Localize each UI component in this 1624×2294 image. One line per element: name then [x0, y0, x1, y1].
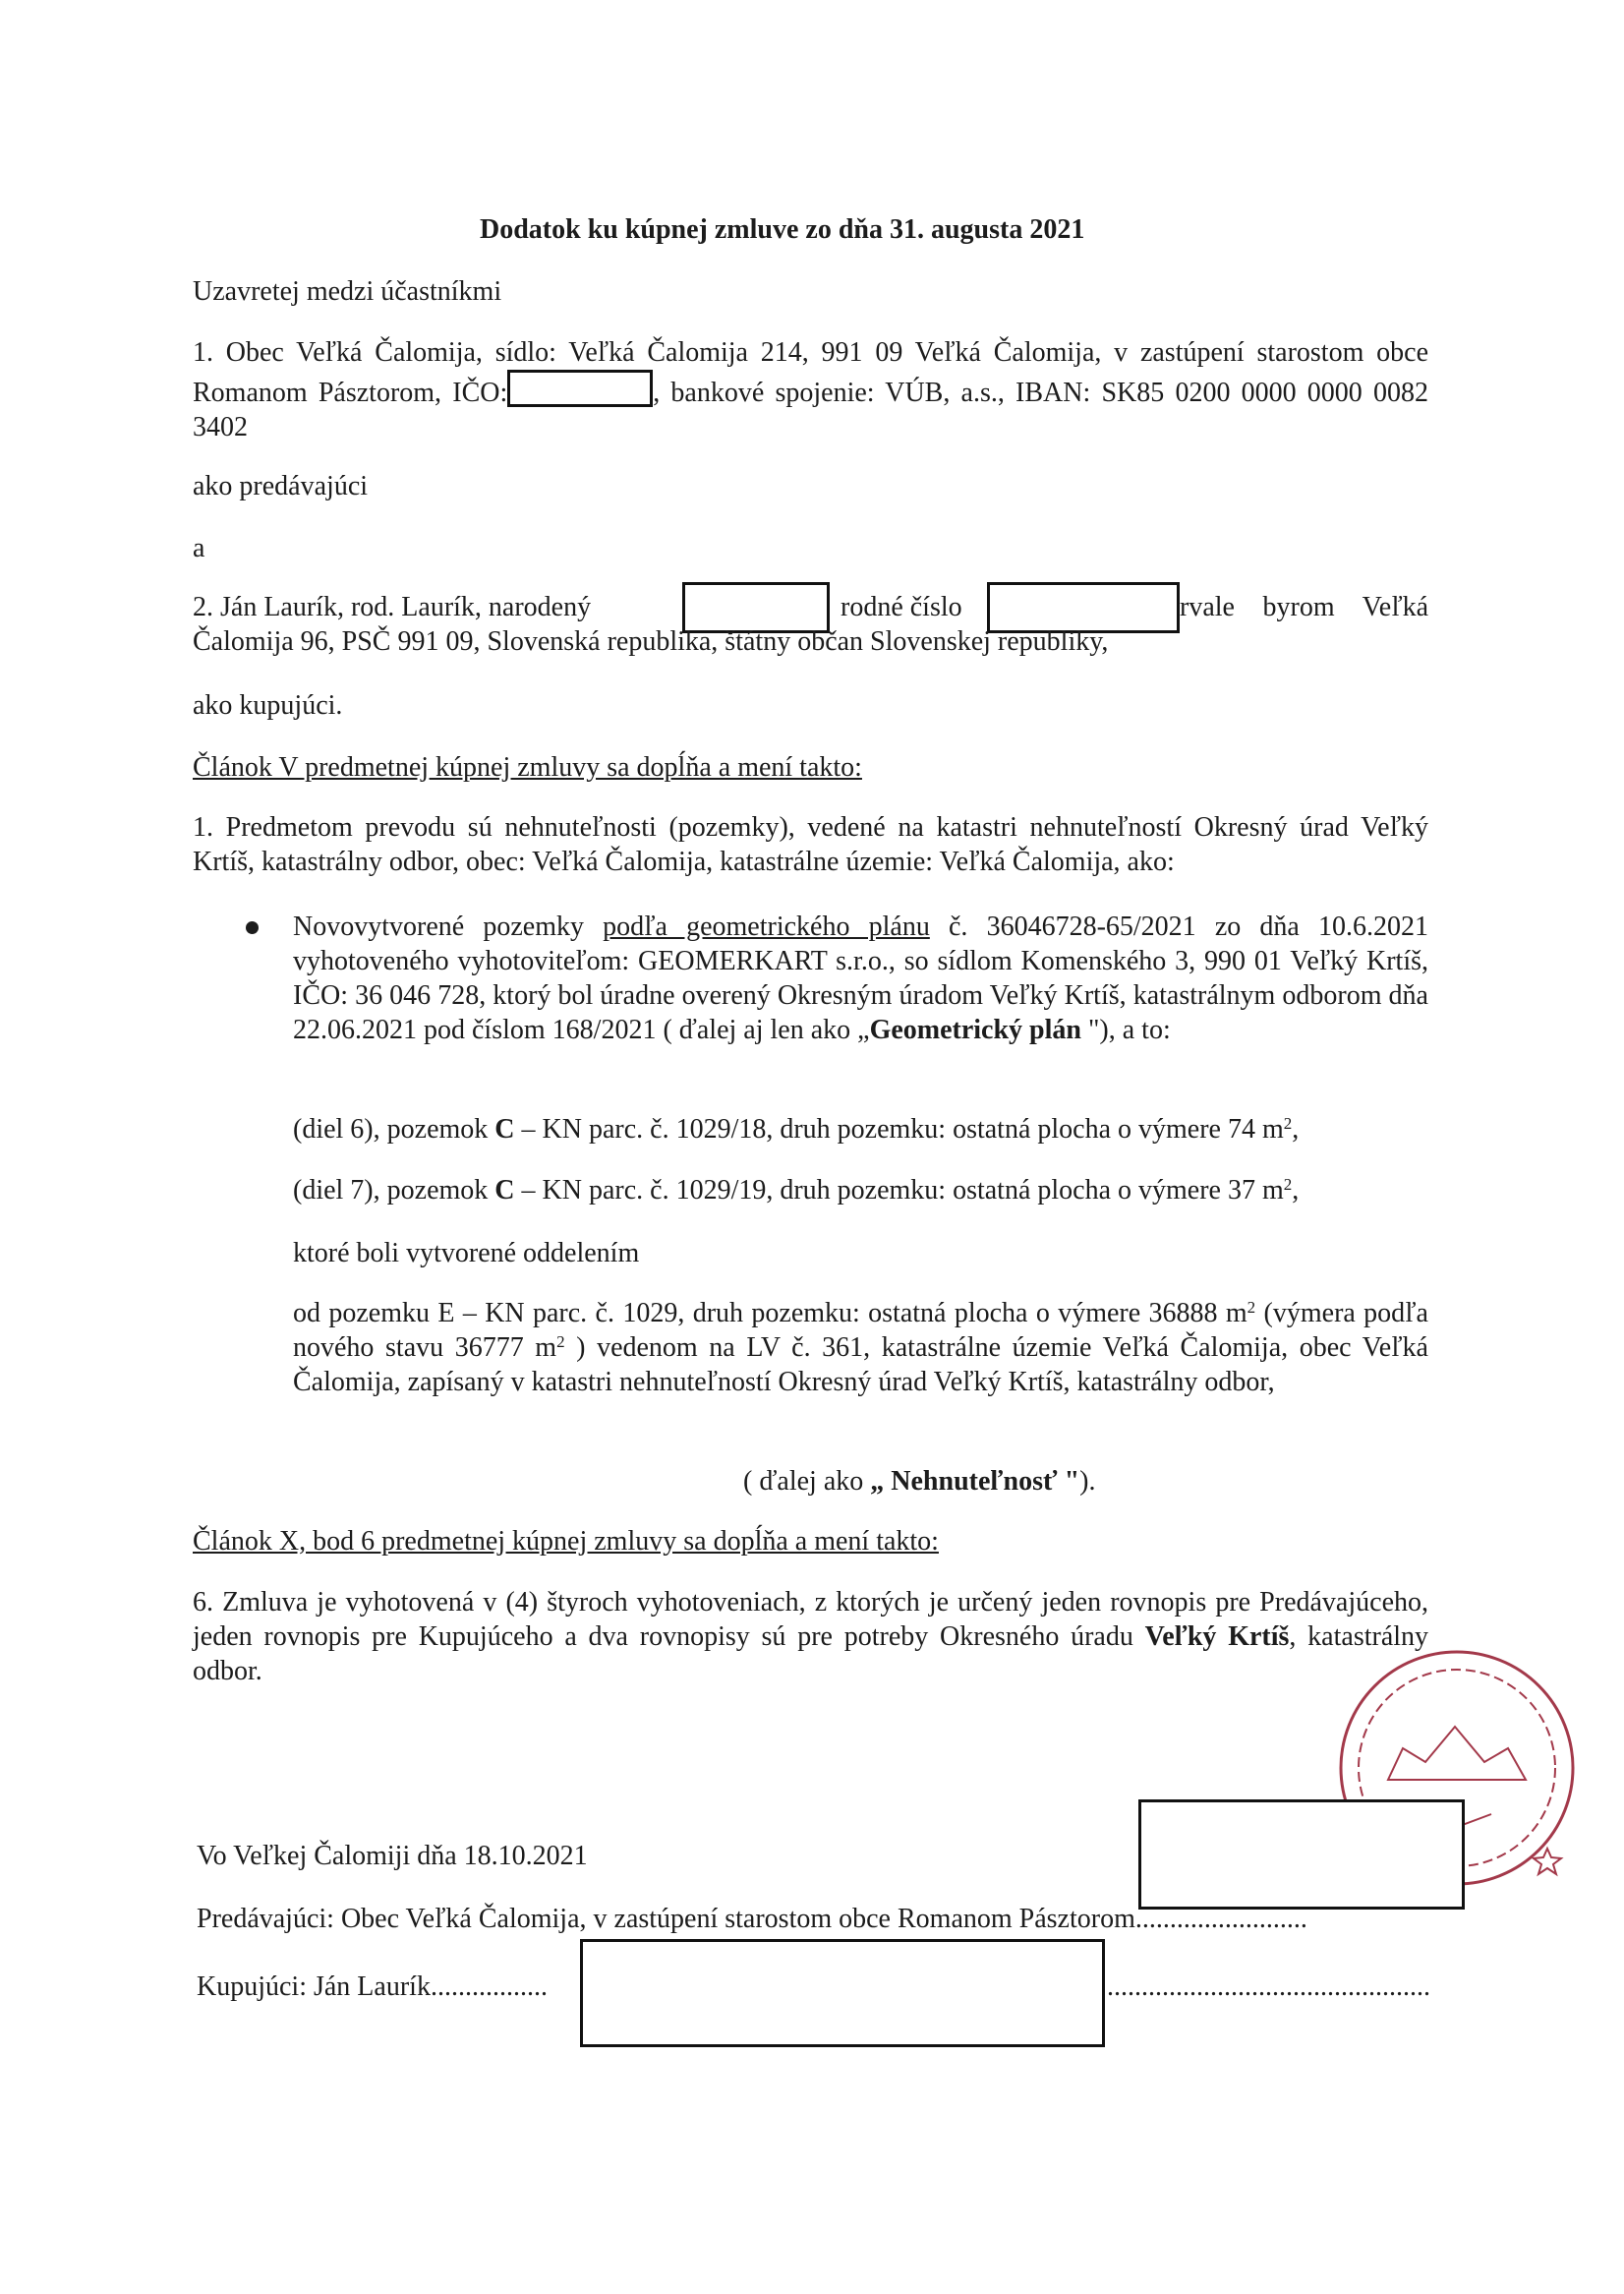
gp-text-b: č. 36046728-65/2021 zo dňa 10.6.2021 vyhotoveného vyhotoviteľom: GEOMERKART s.r.o., so sídlom Komenského 3, 990 01 Veľký Krtíš, IČO: 36 046 728, ktorý bol úradne overený Okresným úradom Veľký Krtíš, katastrálnym odborom dňa 22.06.2021 pod číslom 168/2021 ( ďalej aj len ako „	[293, 912, 1429, 1045]
parcel-1-text-a: (diel 6), pozemok	[293, 1114, 489, 1145]
origin-sup-1: 2	[1247, 1298, 1256, 1317]
parcel-2-type: C	[494, 1175, 515, 1206]
parcel-1029-19	[293, 1173, 1299, 1207]
created-by-division: ktoré boli vytvorené oddelením	[293, 1238, 640, 1268]
gp-text-c: "), a to:	[1087, 1015, 1171, 1045]
parcel-2-text-a: (diel 7), pozemok	[293, 1175, 489, 1206]
hereinafter-bold: „ Nehnuteľnosť "	[870, 1466, 1080, 1497]
bullet-marker	[246, 921, 259, 934]
hereinafter-property	[743, 1464, 1095, 1499]
redacted-ico	[507, 370, 653, 407]
redacted-buyer-signature	[580, 1939, 1105, 2047]
parcel-1-sup: 2	[1283, 1114, 1293, 1133]
parcel-2-sup: 2	[1283, 1175, 1293, 1194]
article-5-heading: Článok V predmetnej kúpnej zmluvy sa dopĺňa a mení takto:	[193, 752, 862, 783]
party-2-rodne-cislo-label: rodné číslo	[841, 592, 962, 622]
article-10-text-b: , katastrálny odbor.	[193, 1621, 1429, 1686]
parcel-2-text-c: ,	[1292, 1175, 1300, 1206]
party-1-paragraph	[193, 335, 1428, 444]
intro-text: Uzavretej medzi účastníkmi	[193, 276, 502, 307]
party-1-text-b: , bankové spojenie: VÚB, a.s., IBAN: SK85 0200 0000 0000 0082 3402	[193, 378, 1428, 442]
redacted-seller-signature	[1138, 1799, 1465, 1910]
article-5-paragraph: 1. Predmetom prevodu sú nehnuteľnosti (pozemky), vedené na katastri nehnuteľností Okresný úrad Veľký Krtíš, katastrálny odbor, obec: Veľká Čalomija, katastrálne územie: Veľká Čalomija, ako:	[193, 812, 1428, 877]
parcel-1029-18	[293, 1112, 1299, 1147]
origin-parcel-paragraph	[293, 1296, 1428, 1399]
article-10-text-a: 6. Zmluva je vyhotovená v (4) štyroch vyhotoveniach, z ktorých je určený jeden rovnopis pre Predávajúceho, jeden rovnopis pre Kupujúceho a dva rovnopisy sú pre potreby Okresného úradu	[193, 1587, 1428, 1652]
article-10-paragraph	[193, 1585, 1428, 1688]
gp-text-underlined: podľa geometrického plánu	[603, 912, 930, 942]
buyer-signature-label: Kupujúci: Ján Laurík.................	[197, 1971, 548, 2002]
document-title: Dodatok ku kúpnej zmluve zo dňa 31. augusta 2021	[480, 214, 1085, 245]
parcel-1-text-c: ,	[1292, 1114, 1300, 1145]
article-10-heading: Článok X, bod 6 predmetnej kúpnej zmluvy sa dopĺňa a mení takto:	[193, 1526, 939, 1557]
hereinafter-text-b: ).	[1079, 1466, 1096, 1497]
origin-text-c: ) vedenom na LV č. 361, katastrálne územie Veľká Čalomija, obec Veľká Čalomija, zapísaný v katastri nehnuteľností Okresný úrad Veľký Krtíš, katastrálny odbor,	[293, 1332, 1428, 1397]
article-10-bold: Veľký Krtíš	[1144, 1621, 1290, 1652]
seller-role: ako predávajúci	[193, 471, 369, 501]
party-1-text-a: 1. Obec Veľká Čalomija, sídlo: Veľká Čalomija 214, 991 09 Veľká Čalomija, v zastúpení starostom obce Romanom Pásztorom, IČO:	[193, 337, 1428, 408]
origin-text-b: (výmera podľa nového stavu 36777 m	[293, 1298, 1428, 1363]
parcel-2-text-b: – KN parc. č. 1029/19, druh pozemku: ostatná plocha o výmere 37 m	[521, 1175, 1284, 1206]
origin-sup-2: 2	[556, 1332, 565, 1351]
conjunction-and: a	[193, 533, 205, 563]
party-2-text-a: 2. Ján Laurík, rod. Laurík, narodený	[193, 592, 592, 622]
origin-text-a: od pozemku E – KN parc. č. 1029, druh pozemku: ostatná plocha o výmere 36888 m	[293, 1298, 1247, 1328]
geometric-plan-item	[293, 910, 1428, 1047]
parcel-1-text-b: – KN parc. č. 1029/18, druh pozemku: ostatná plocha o výmere 74 m	[521, 1114, 1284, 1145]
parcel-1-type: C	[494, 1114, 515, 1145]
place-and-date: Vo Veľkej Čalomiji dňa 18.10.2021	[197, 1841, 588, 1871]
buyer-role: ako kupujúci.	[193, 690, 343, 721]
seller-signature-line: Predávajúci: Obec Veľká Čalomija, v zastúpení starostom obce Romanom Pásztorom.........................	[197, 1904, 1307, 1934]
hereinafter-text-a: ( ďalej ako	[743, 1466, 864, 1497]
gp-text-a: Novovytvorené pozemky	[293, 912, 584, 942]
party-2-text-c: rvale byrom Veľká Čalomija 96, PSČ 991 09, Slovenská republika, štátny občan Slovenskej republiky,	[193, 592, 1428, 657]
gp-text-bold: Geometrický plán	[869, 1015, 1081, 1045]
buyer-signature-dots: ...............................................	[1107, 1971, 1430, 2002]
